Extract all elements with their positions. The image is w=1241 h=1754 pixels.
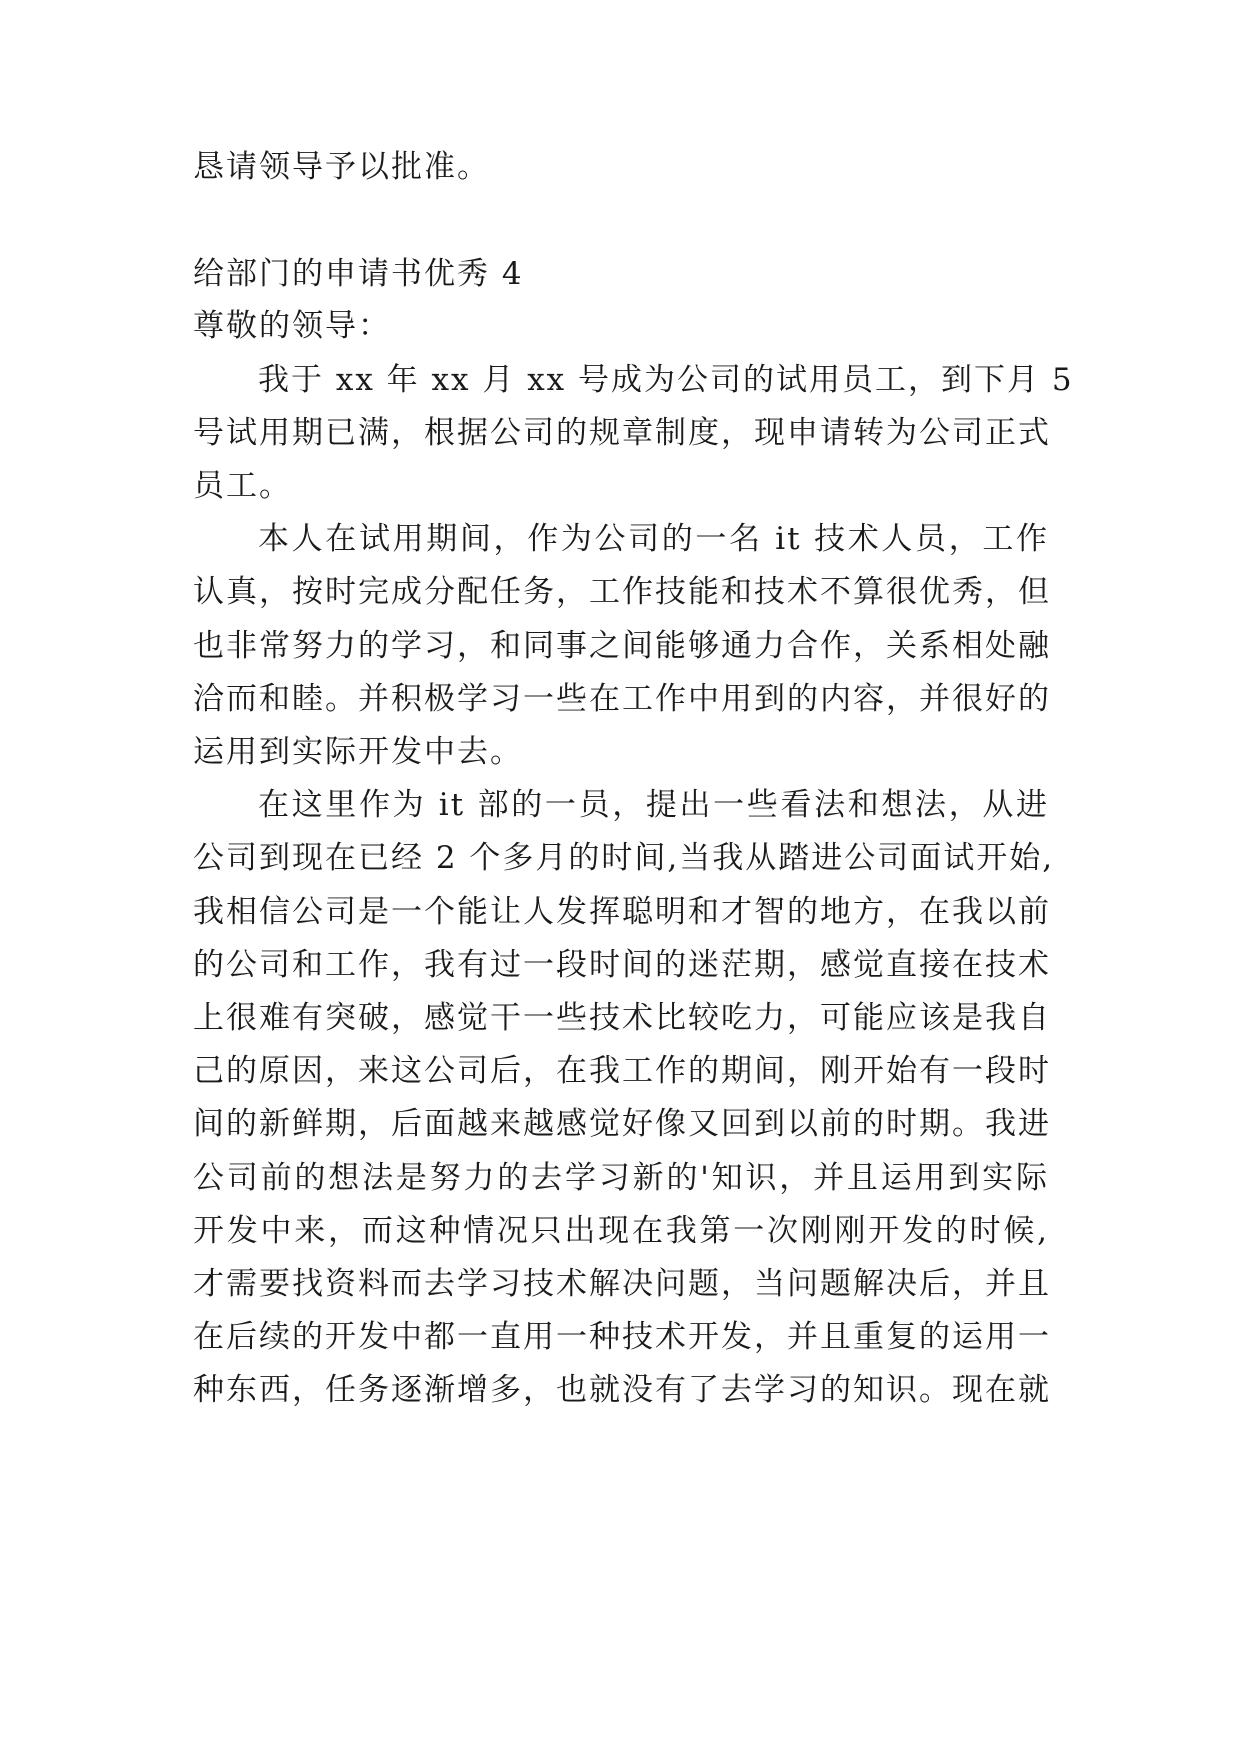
paragraph-line: 员工。 bbox=[193, 468, 292, 504]
paragraph-line: 号试用期已满，根据公司的规章制度，现申请转为公司正式 bbox=[193, 415, 1051, 451]
section-title: 给部门的申请书优秀 4 bbox=[193, 256, 524, 292]
closing-line: 恳请领导予以批准。 bbox=[193, 149, 490, 185]
paragraph-line: 种东西，任务逐渐增多，也就没有了去学习的知识。现在就 bbox=[193, 1372, 1051, 1408]
paragraph-line: 认真，按时完成分配任务，工作技能和技术不算很优秀，但 bbox=[193, 574, 1051, 610]
salutation: 尊敬的领导： bbox=[193, 308, 391, 344]
paragraph-line: 在这里作为 it 部的一员，提出一些看法和想法，从进 bbox=[258, 787, 1049, 823]
paragraph-line: 公司前的想法是努力的去学习新的'知识，并且运用到实际 bbox=[193, 1160, 1049, 1196]
paragraph-line: 上很难有突破，感觉干一些技术比较吃力，可能应该是我自 bbox=[193, 1000, 1051, 1036]
paragraph-line: 在后续的开发中都一直用一种技术开发，并且重复的运用一 bbox=[193, 1319, 1051, 1355]
paragraph-line: 洽而和睦。并积极学习一些在工作中用到的内容，并很好的 bbox=[193, 681, 1051, 717]
paragraph-line: 开发中来，而这种情况只出现在我第一次刚刚开发的时候, bbox=[193, 1213, 1049, 1249]
paragraph-line: 才需要找资料而去学习技术解决问题，当问题解决后，并且 bbox=[193, 1266, 1051, 1302]
paragraph-line: 我相信公司是一个能让人发挥聪明和才智的地方，在我以前 bbox=[193, 894, 1051, 930]
paragraph-line: 己的原因，来这公司后，在我工作的期间，刚开始有一段时 bbox=[193, 1053, 1051, 1089]
paragraph-line: 本人在试用期间，作为公司的一名 it 技术人员，工作 bbox=[258, 521, 1049, 557]
paragraph-line: 间的新鲜期，后面越来越感觉好像又回到以前的时期。我进 bbox=[193, 1106, 1051, 1142]
paragraph-line: 我于 xx 年 xx 月 xx 号成为公司的试用员工，到下月 5 bbox=[258, 362, 1074, 398]
paragraph-line: 也非常努力的学习，和同事之间能够通力合作，关系相处融 bbox=[193, 628, 1051, 664]
paragraph-line: 运用到实际开发中去。 bbox=[193, 734, 523, 770]
paragraph-line: 的公司和工作，我有过一段时间的迷茫期，感觉直接在技术 bbox=[193, 947, 1051, 983]
paragraph-line: 公司到现在已经 2 个多月的时间,当我从踏进公司面试开始, bbox=[193, 840, 1055, 876]
